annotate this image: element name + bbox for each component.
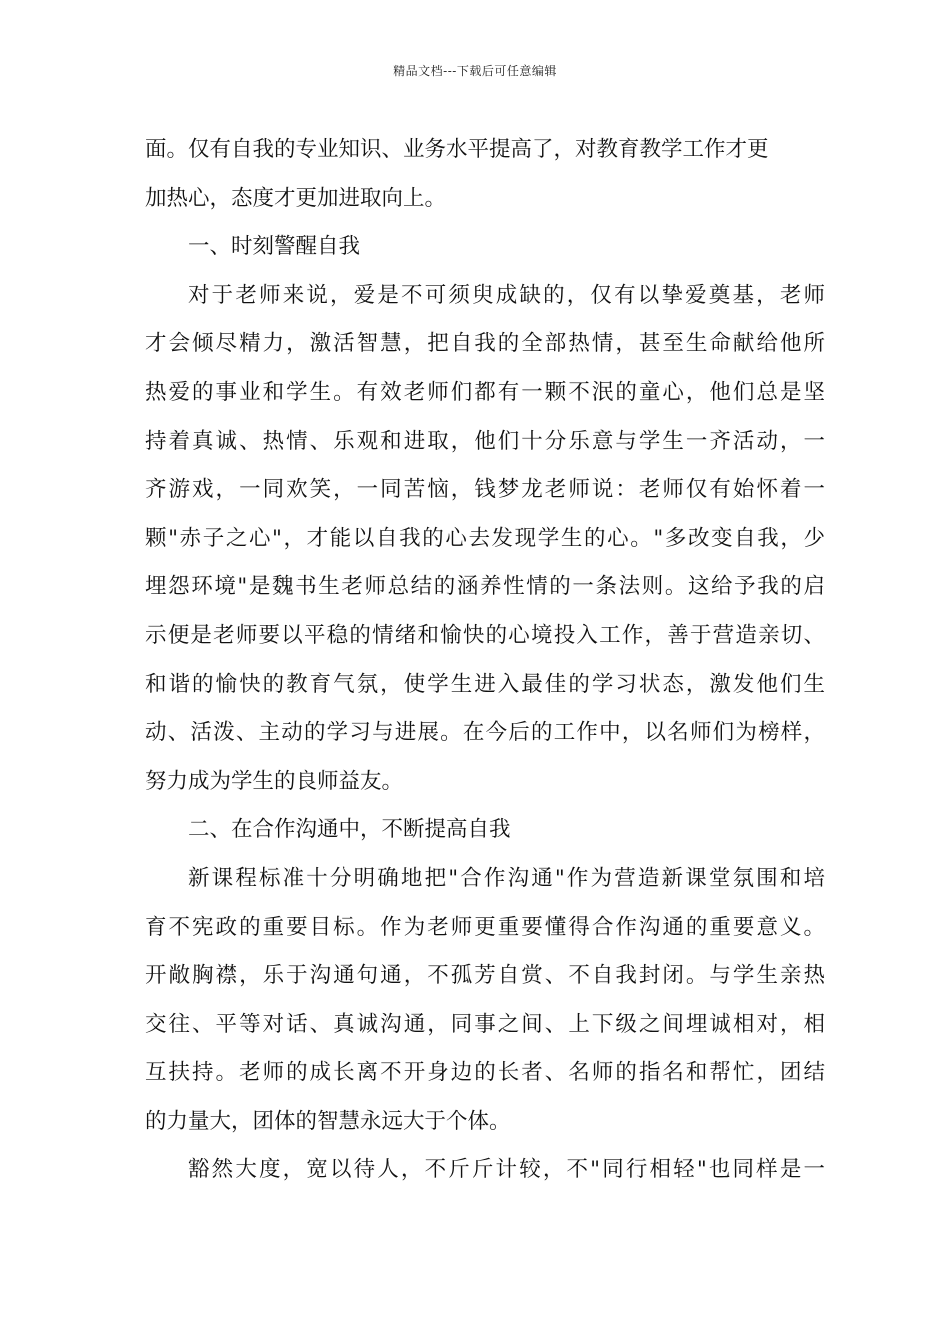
- text-line: 齐游戏，一同欢笑，一同苦恼，钱梦龙老师说：老师仅有始怀着一: [145, 477, 825, 503]
- text-line: 努力成为学生的良师益友。: [145, 768, 404, 794]
- paragraph-start-line: 新课程标准十分明确地把"合作沟通"作为营造新课堂氛围和培: [188, 865, 825, 891]
- text-line: 的力量大，团体的智慧永远大于个体。: [145, 1108, 511, 1134]
- text-line: 育不宪政的重要目标。作为老师更重要懂得合作沟通的重要意义。: [145, 914, 825, 940]
- paragraph-start-line: 一、时刻警醒自我: [188, 234, 361, 260]
- text-line: 加热心，态度才更加进取向上。: [145, 185, 447, 211]
- text-line: 热爱的事业和学生。有效老师们都有一颗不泯的童心，他们总是坚: [145, 379, 825, 405]
- text-line: 持着真诚、热情、乐观和进取，他们十分乐意与学生一齐活动，一: [145, 428, 825, 454]
- text-line: 颗"赤子之心"，才能以自我的心去发现学生的心。"多改变自我，少: [145, 525, 825, 551]
- text-line: 开敞胸襟，乐于沟通句通，不孤芳自赏、不自我封闭。与学生亲热: [145, 963, 825, 989]
- text-line: 互扶持。老师的成长离不开身边的长者、名师的指名和帮忙，团结: [145, 1060, 825, 1086]
- page-header: 精品文档---下载后可任意编辑: [393, 64, 557, 78]
- paragraph-start-line: 二、在合作沟通中，不断提高自我: [188, 817, 511, 843]
- text-line: 和谐的愉快的教育气氛，使学生进入最佳的学习状态，激发他们生: [145, 671, 825, 697]
- text-line: 动、活泼、主动的学习与进展。在今后的工作中，以名师们为榜样，: [145, 720, 825, 746]
- paragraph-start-line: 豁然大度，宽以待人，不斤斤计较，不"同行相轻"也同样是一: [188, 1157, 825, 1183]
- text-line: 面。仅有自我的专业知识、业务水平提高了，对教育教学工作才更: [145, 137, 769, 162]
- text-line: 示便是老师要以平稳的情绪和愉快的心境投入工作，善于营造亲切、: [145, 622, 825, 648]
- text-line: 才会倾尽精力，激活智慧，把自我的全部热情，甚至生命献给他所: [145, 331, 825, 357]
- document-body: [145, 126, 825, 1195]
- text-line: 交往、平等对话、真诚沟通，同事之间、上下级之间埋诚相对，相: [145, 1011, 825, 1037]
- paragraph-start-line: 对于老师来说，爱是不可须臾成缺的，仅有以挚爱奠基，老师: [188, 282, 825, 308]
- text-line: 埋怨环境"是魏书生老师总结的涵养性情的一条法则。这给予我的启: [145, 574, 825, 600]
